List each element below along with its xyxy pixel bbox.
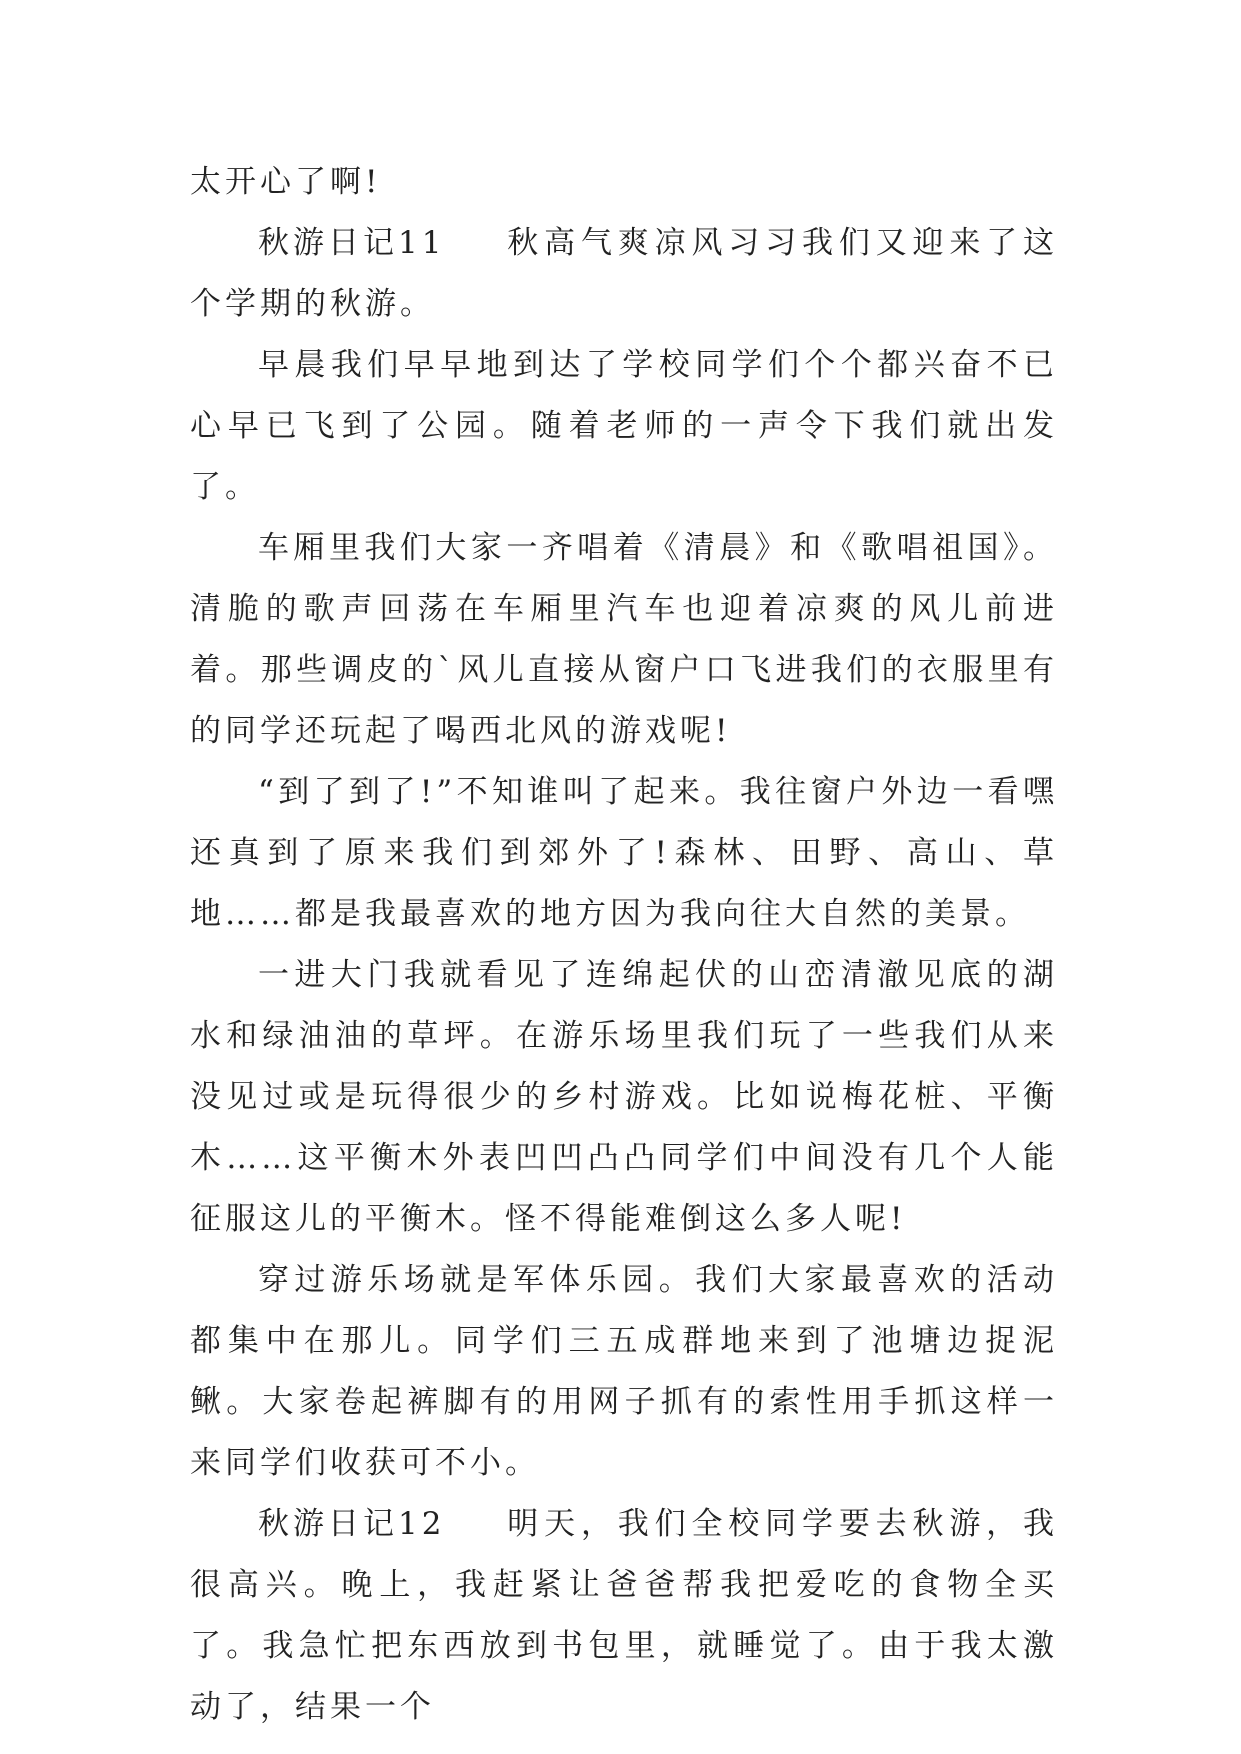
paragraph-bus [190,518,1058,762]
paragraph-arrival [190,762,1058,945]
paragraph-text: 秋高气爽凉风习习我们又迎来了这个学期的秋游。 [190,225,1058,322]
paragraph-text: 明天，我们全校同学要去秋游，我很高兴。晚上，我赶紧让爸爸帮我把爱吃的食物全买了。我急忙把东西放到书包里，就睡觉了。由于我太激动了，结果一个 [190,1506,1058,1725]
paragraph-text: 一进大门我就看见了连绵起伏的山峦清澈见底的湖水和绿油油的草坪。在游乐场里我们玩了一些我们从来没见过或是玩得很少的乡村游戏。比如说梅花桩、平衡木……这平衡木外表凹凹凸凸同学们中间没有几个人能征服这儿的平衡木。怪不得能难倒这么多人呢! [190,957,1058,1237]
paragraph-continuation [190,152,1058,213]
entry-title: 秋游日记12 [258,1506,446,1542]
paragraph-text: 穿过游乐场就是军体乐园。我们大家最喜欢的活动都集中在那儿。同学们三五成群地来到了池塘边捉泥鳅。大家卷起裤脚有的用网子抓有的索性用手抓这样一来同学们收获可不小。 [190,1262,1058,1481]
entry-title: 秋游日记11 [258,225,446,261]
paragraph-text: 车厢里我们大家一齐唱着《清晨》和《歌唱祖国》。清脆的歌声回荡在车厢里汽车也迎着凉爽的风儿前进着。那些调皮的`风儿直接从窗户口飞进我们的衣服里有的同学还玩起了喝西北风的游戏呢! [190,530,1058,749]
document-body [190,152,1058,1738]
paragraph-diary-11-intro [190,213,1058,335]
paragraph-morning [190,335,1058,518]
paragraph-diary-12-intro [190,1494,1058,1738]
paragraph-text: “到了到了!”不知谁叫了起来。我往窗户外边一看嘿还真到了原来我们到郊外了!森林、田野、高山、草地……都是我最喜欢的地方因为我向往大自然的美景。 [190,774,1058,932]
paragraph-text: 早晨我们早早地到达了学校同学们个个都兴奋不已心早已飞到了公园。随着老师的一声令下我们就出发了。 [190,347,1058,505]
paragraph-text: 太开心了啊! [190,164,382,200]
paragraph-military-park [190,1250,1058,1494]
paragraph-playground [190,945,1058,1250]
